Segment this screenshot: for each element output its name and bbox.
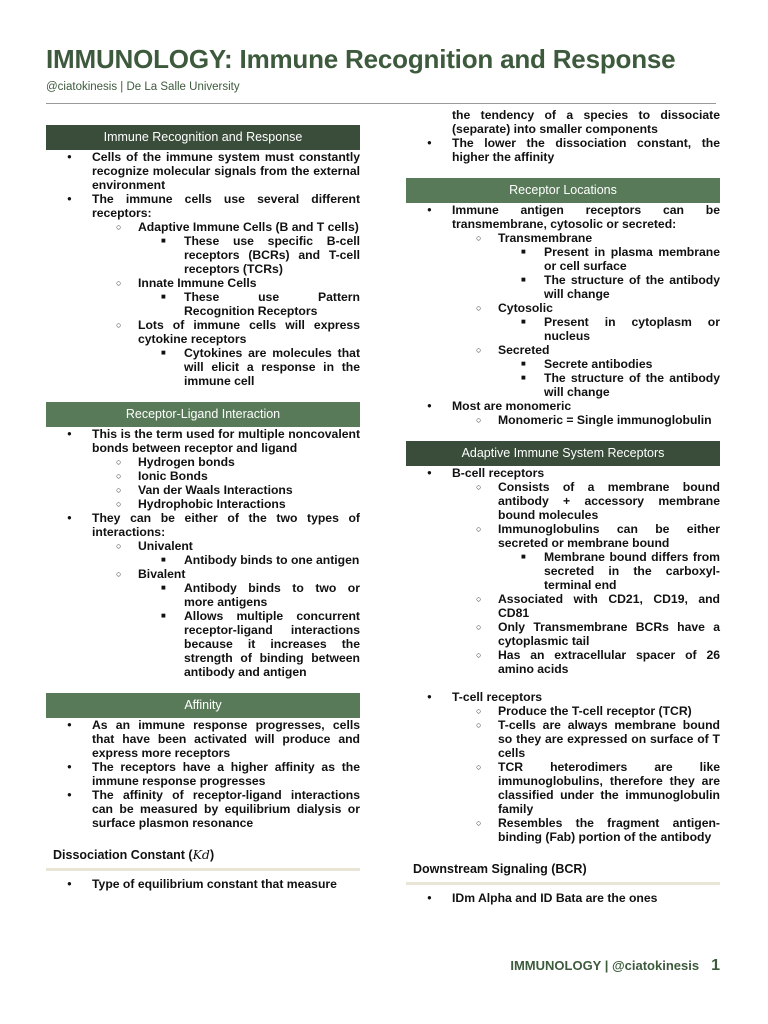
sub-sub-list	[544, 245, 720, 301]
section-heading-adaptive-receptors: Adaptive Immune System Receptors	[406, 441, 720, 466]
list-item: ● B-cell receptors ○ Consists of a membrane bound antibody + accessory membrane bound molecules ○ Immunoglobulins can be either secreted or membrane bound ■ Membrane bound differs from secreted in the carboxyl-terminal end ○ Associated with CD21, CD19, and CD81 ○ Only Transmembrane BCRs have a cytoplasmic tail ○ Has an extracellular spacer of 26 amino acids	[406, 466, 720, 676]
list-item: ■ Present in cytoplasm or nucleus	[498, 315, 720, 343]
sub-sub-list	[544, 315, 720, 343]
list-item: ○ Transmembrane ■ Present in plasma membrane or cell surface ■ The structure of the antibody will change	[452, 231, 720, 301]
page-title: IMMUNOLOGY: Immune Recognition and Response	[46, 44, 676, 74]
list-item: ○ Monomeric = Single immunoglobulin	[452, 413, 720, 427]
list-item: ○ Adaptive Immune Cells (B and T cells) ■ These use specific B-cell receptors (BCRs) and T-cell receptors (TCRs)	[92, 220, 360, 276]
sub-list	[138, 539, 360, 679]
section-heading-receptor-locations: Receptor Locations	[406, 178, 720, 203]
list-item-continuation: the tendency of a species to dissociate (separate) into smaller components	[452, 108, 720, 136]
list-item: ○ Bivalent ■ Antibody binds to two or more antigens ■ Allows multiple concurrent receptor-ligand interactions because it increases the strength of binding between antibody and antigen	[92, 567, 360, 679]
list-item: ○ Resembles the fragment antigen-binding (Fab) portion of the antibody	[452, 816, 720, 844]
list-item: ■ Antibody binds to one antigen	[138, 553, 360, 567]
bullet-list	[406, 891, 720, 905]
page-footer	[510, 957, 720, 975]
list-item: ■ These use specific B-cell receptors (BCRs) and T-cell receptors (TCRs)	[138, 234, 360, 276]
list-item: ■ Present in plasma membrane or cell surface	[498, 245, 720, 273]
sub-sub-list	[184, 346, 360, 388]
section-heading-downstream-signaling: Downstream Signaling (BCR)	[413, 862, 587, 876]
section-heading-dissociation-constant: Dissociation Constant (Kd)	[53, 847, 215, 862]
list-item: ○ Immunoglobulins can be either secreted or membrane bound ■ Membrane bound differs from secreted in the carboxyl-terminal end	[452, 522, 720, 592]
list-item: ● Type of equilibrium constant that measure	[46, 877, 360, 891]
page-subtitle: @ciatokinesis | De La Salle University	[46, 81, 240, 93]
list-item: ○ TCR heterodimers are like immunoglobulins, therefore they are classified under the immunoglobulin family	[452, 760, 720, 816]
sub-sub-list	[184, 290, 360, 318]
sub-sub-list	[184, 234, 360, 276]
bullet-list	[46, 877, 360, 891]
page-number: 1	[711, 957, 720, 974]
bullet-list	[406, 108, 720, 164]
bullet-list	[46, 718, 360, 830]
sub-list	[498, 480, 720, 676]
list-item: ○ Ionic Bonds	[92, 469, 360, 483]
bullet-list	[406, 690, 720, 844]
bullet-list	[406, 466, 720, 676]
list-item: ○ Secreted ■ Secrete antibodies ■ The structure of the antibody will change	[452, 343, 720, 399]
list-item: ○ Associated with CD21, CD19, and CD81	[452, 592, 720, 620]
list-item: ■ Allows multiple concurrent receptor-ligand interactions because it increases the strength of binding between antibody and antigen	[138, 609, 360, 679]
list-item: ○ Has an extracellular spacer of 26 amino acids	[452, 648, 720, 676]
list-item: ○ Consists of a membrane bound antibody + accessory membrane bound molecules	[452, 480, 720, 522]
sub-list	[138, 220, 360, 388]
list-item: ● The lower the dissociation constant, the higher the affinity	[406, 136, 720, 164]
list-item: ● As an immune response progresses, cells that have been activated will produce and express more receptors	[46, 718, 360, 760]
kd-symbol: Kd	[192, 847, 210, 862]
sub-sub-list	[544, 550, 720, 592]
list-item: ● Immune antigen receptors can be transmembrane, cytosolic or secreted: ○ Transmembrane ■ Present in plasma membrane or cell surface ■ The structure of the antibody will change ○ Cytosolic ■ Present in cytoplasm or nucleus ○ Secreted ■ Secrete antibodies ■ The structure of the antibody will change	[406, 203, 720, 399]
left-column	[46, 125, 360, 891]
list-item: ○ Only Transmembrane BCRs have a cytoplasmic tail	[452, 620, 720, 648]
footer-text: IMMUNOLOGY | @ciatokinesis	[510, 958, 700, 973]
right-column	[406, 108, 720, 905]
list-item: ● The affinity of receptor-ligand interactions can be measured by equilibrium dialysis or surface plasmon resonance	[46, 788, 360, 830]
sub-sub-list	[184, 553, 360, 567]
sub-list	[498, 413, 720, 427]
list-item: ● The receptors have a higher affinity as the immune response progresses	[46, 760, 360, 788]
list-item: ○ Cytosolic ■ Present in cytoplasm or nucleus	[452, 301, 720, 343]
sub-sub-list	[184, 581, 360, 679]
list-item: ● IDm Alpha and ID Bata are the ones	[406, 891, 720, 905]
list-item: ■ The structure of the antibody will change	[498, 273, 720, 301]
list-item: ● Most are monomeric ○ Monomeric = Single immunoglobulin	[406, 399, 720, 427]
sub-sub-list	[544, 357, 720, 399]
list-item: ○ Lots of immune cells will express cytokine receptors ■ Cytokines are molecules that will elicit a response in the immune cell	[92, 318, 360, 388]
sub-list	[138, 455, 360, 511]
bullet-list	[46, 427, 360, 679]
list-item: ○ Univalent ■ Antibody binds to one antigen	[92, 539, 360, 567]
list-item: ○ Produce the T-cell receptor (TCR)	[452, 704, 720, 718]
list-item: ■ Secrete antibodies	[498, 357, 720, 371]
bullet-list	[406, 203, 720, 427]
list-item: ■ The structure of the antibody will change	[498, 371, 720, 399]
list-item: ● The immune cells use several different receptors: ○ Adaptive Immune Cells (B and T cells) ■ These use specific B-cell receptors (BCRs) and T-cell receptors (TCRs) ○ Innate Immune Cells ■ These use Pattern Recognition Receptors ○ Lots of immune cells will express cytokine receptors ■ Cytokines are molecules that will elicit a response in the immune cell	[46, 192, 360, 388]
list-item: ● They can be either of the two types of interactions: ○ Univalent ■ Antibody binds to one antigen ○ Bivalent ■ Antibody binds to two or more antigens ■ Allows multiple concurrent receptor-ligand interactions because it increases the strength of binding between antibody and antigen	[46, 511, 360, 679]
list-item: ○ Hydrophobic Interactions	[92, 497, 360, 511]
list-item: ○ Innate Immune Cells ■ These use Pattern Recognition Receptors	[92, 276, 360, 318]
sub-list	[498, 704, 720, 844]
sub-list	[498, 231, 720, 399]
list-item: ■ Membrane bound differs from secreted in the carboxyl-terminal end	[498, 550, 720, 592]
bullet-list	[46, 150, 360, 388]
section-heading-immune-recognition: Immune Recognition and Response	[46, 125, 360, 150]
list-item: ○ Van der Waals Interactions	[92, 483, 360, 497]
list-item: ■ Cytokines are molecules that will elicit a response in the immune cell	[138, 346, 360, 388]
list-item: ● T-cell receptors ○ Produce the T-cell receptor (TCR) ○ T-cells are always membrane bound so they are expressed on surface of T cells ○ TCR heterodimers are like immunoglobulins, therefore they are classified under the immunoglobulin family ○ Resembles the fragment antigen-binding (Fab) portion of the antibody	[406, 690, 720, 844]
list-item: ■ These use Pattern Recognition Receptors	[138, 290, 360, 318]
list-item: ● This is the term used for multiple noncovalent bonds between receptor and ligand ○ Hydrogen bonds ○ Ionic Bonds ○ Van der Waals Interactions ○ Hydrophobic Interactions	[46, 427, 360, 511]
list-item: ○ Hydrogen bonds	[92, 455, 360, 469]
list-item: ● Cells of the immune system must constantly recognize molecular signals from the external environment	[46, 150, 360, 192]
list-item: ■ Antibody binds to two or more antigens	[138, 581, 360, 609]
header-divider	[46, 103, 716, 104]
list-item: ○ T-cells are always membrane bound so they are expressed on surface of T cells	[452, 718, 720, 760]
section-heading-receptor-ligand: Receptor-Ligand Interaction	[46, 402, 360, 427]
section-heading-affinity: Affinity	[46, 693, 360, 718]
